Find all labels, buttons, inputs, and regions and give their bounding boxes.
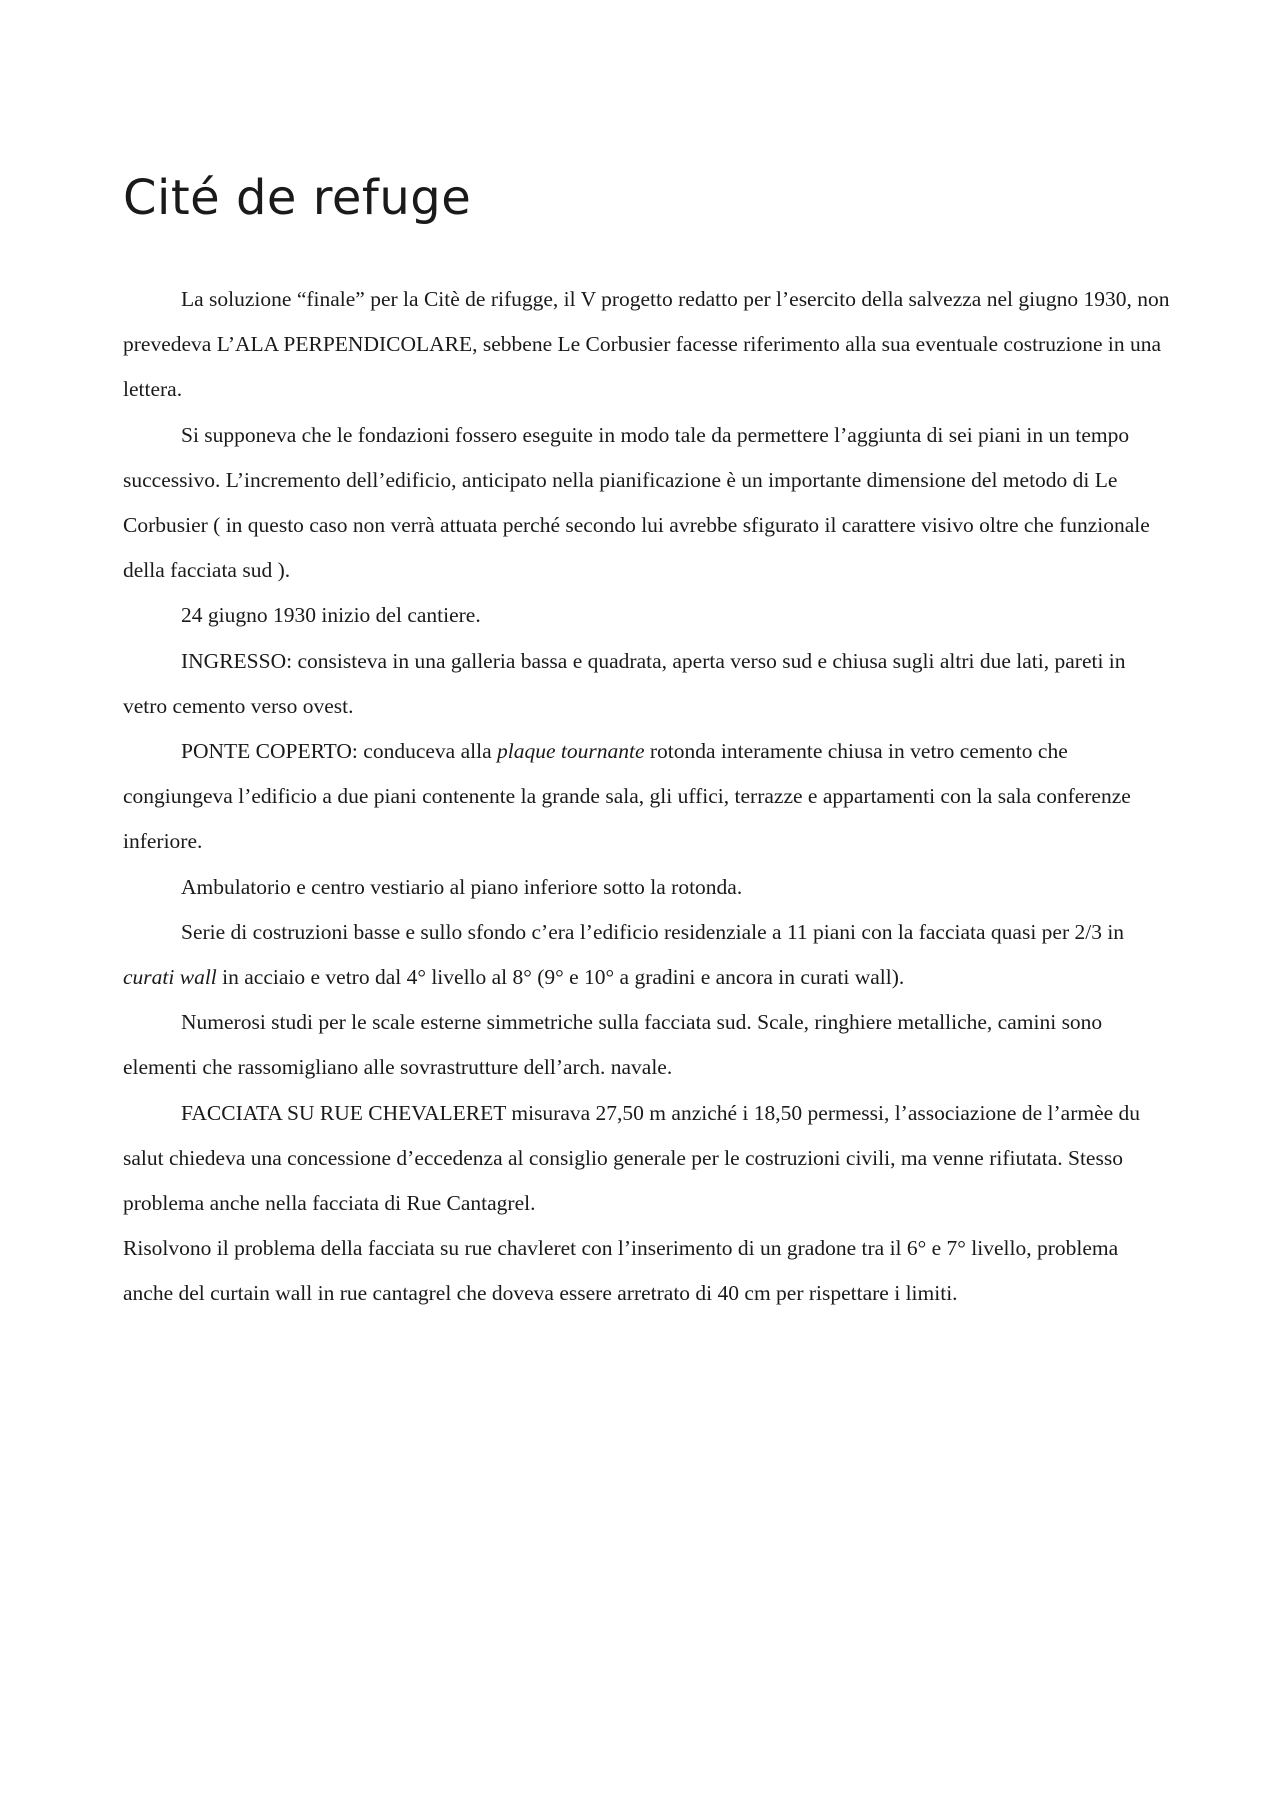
- paragraph-text: INGRESSO: consisteva in una galleria bassa e quadrata, aperta verso sud e chiusa sugli altri due lati, pareti in vetro cemento verso ovest.: [123, 648, 1126, 718]
- paragraph-6: [123, 865, 1173, 910]
- paragraph-text: in acciaio e vetro dal 4° livello al 8° (9° e 10° a gradini e ancora in curati wall).: [216, 965, 905, 990]
- paragraph-9: [123, 1091, 1173, 1227]
- italic-term: curati wall: [123, 965, 217, 990]
- paragraph-3: [123, 593, 1173, 638]
- paragraph-2: [123, 413, 1173, 594]
- paragraph-text: Numerosi studi per le scale esterne simmetriche sulla facciata sud. Scale, ringhiere metalliche, camini sono elementi che rassomigliano alle sovrastrutture dell’arch. navale.: [123, 1010, 1103, 1080]
- page-title: Cité de refuge: [123, 170, 472, 226]
- paragraph-text: Si supponeva che le fondazioni fossero eseguite in modo tale da permettere l’aggiunta di sei piani in un tempo successivo. L’incremento dell’edificio, anticipato nella pianificazione è un importante dimensione del metodo di Le Corbusier ( in questo caso non verrà attuata perché secondo lui avrebbe sfigurato il carattere visivo oltre che funzionale della facciata sud ).: [123, 422, 1150, 583]
- paragraph-text: Ambulatorio e centro vestiario al piano inferiore sotto la rotonda.: [181, 874, 743, 899]
- paragraph-text: Risolvono il problema della facciata su rue chavleret con l’inserimento di un gradone tra il 6° e 7° livello, problema anche del curtain wall in rue cantagrel che doveva essere arretrato di 40 cm per rispettare i limiti.: [123, 1236, 1119, 1306]
- paragraph-7: [123, 910, 1173, 1000]
- body-text: [123, 277, 1173, 1317]
- paragraph-text: FACCIATA SU RUE CHEVALERET misurava 27,50 m anziché i 18,50 permessi, l’associazione de l’armèe du salut chiedeva una concessione d’eccedenza al consiglio generale per le costruzioni civili, ma venne rifiutata. Stesso problema anche nella facciata di Rue Cantagrel.: [123, 1100, 1141, 1216]
- paragraph-text: rotonda interamente chiusa in vetro cemento che congiungeva l’edificio a due piani contenente la grande sala, gli uffici, terrazze e appartamenti con la sala conferenze inferiore.: [123, 739, 1131, 854]
- paragraph-text: PONTE COPERTO: conduceva alla: [181, 739, 497, 764]
- italic-term: plaque tournante: [496, 739, 645, 764]
- paragraph-1: [123, 277, 1173, 413]
- paragraph-text: Serie di costruzioni basse e sullo sfondo c’era l’edificio residenziale a 11 piani con la facciata quasi per 2/3 in: [181, 919, 1125, 944]
- paragraph-4: [123, 639, 1173, 729]
- paragraph-10: [123, 1226, 1173, 1316]
- paragraph-8: [123, 1000, 1173, 1090]
- paragraph-5: [123, 729, 1173, 865]
- paragraph-text: 24 giugno 1930 inizio del cantiere.: [181, 603, 481, 628]
- paragraph-text: La soluzione “finale” per la Citè de rifugge, il V progetto redatto per l’esercito della salvezza nel giugno 1930, non prevedeva L’ALA PERPENDICOLARE, sebbene Le Corbusier facesse riferimento alla sua eventuale costruzione in una lettera.: [123, 287, 1170, 402]
